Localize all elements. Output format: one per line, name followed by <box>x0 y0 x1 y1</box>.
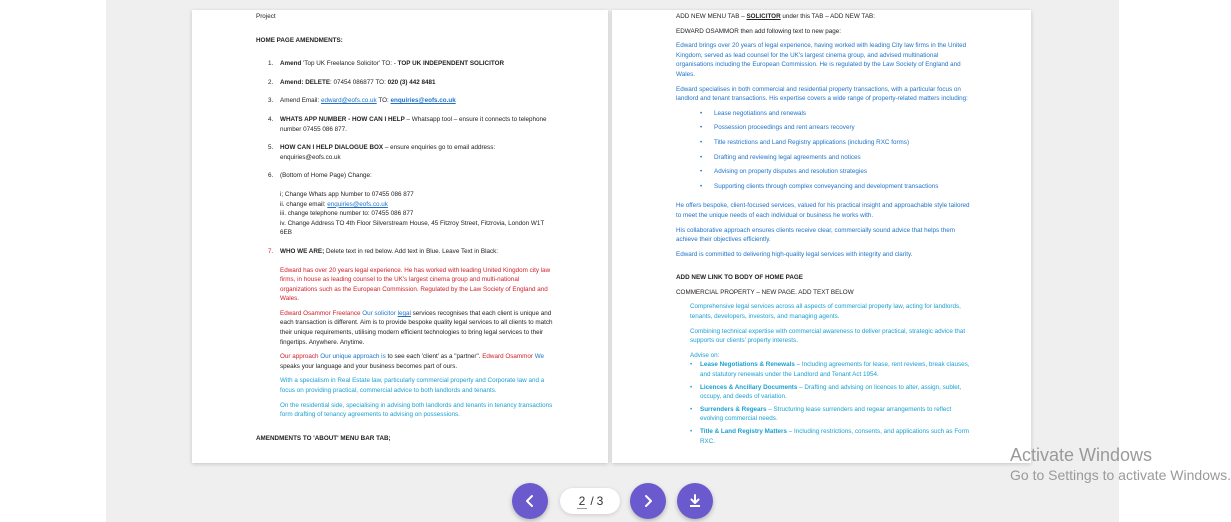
item-text: – Drafting and advising on licences to alter, assign, sublet, occupy, and deeds of variation. <box>700 383 962 401</box>
item-text: – Including agreements for lease, rent reviews, break clauses, and statutory renewals under the Landlord and Tenant Act 1954. <box>700 361 970 379</box>
left-page-content <box>256 12 556 443</box>
blue-text: Our solicitor <box>360 309 396 317</box>
item-text: – Including restrictions, consents, and applications such as Form RXC. <box>700 428 970 445</box>
item-bold: Amend <box>280 60 302 68</box>
paragraph: Edward specialises in both commercial and residential property transactions, with a particular focus on landlord and tenant transactions. His expertise covers a wide range of property-related matters including: <box>676 85 968 103</box>
item-bold: WHO WE ARE; <box>280 247 325 255</box>
item-bold: HOW CAN I HELP DIALOGUE BOX <box>280 144 384 152</box>
next-page-button[interactable] <box>630 483 666 519</box>
add-tab-line <box>676 12 976 22</box>
item-text: TO: <box>376 97 391 105</box>
commercial-property-line: COMMERCIAL PROPERTY – NEW PAGE. ADD TEXT BELOW <box>676 288 854 296</box>
about-heading: AMENDMENTS TO 'ABOUT' MENU BAR TAB; <box>256 434 391 442</box>
list-item <box>256 171 556 238</box>
document-page-left <box>192 10 608 463</box>
list-item <box>256 96 556 106</box>
item-text: – Whatsapp tool – ensure it connects to telephone number 07455 086 877. <box>280 115 547 133</box>
commercial-list <box>676 360 976 446</box>
item-bold: 020 (3) 442 8481 <box>387 78 436 86</box>
black-text: speaks your language and your business becomes part of ours. <box>280 362 458 370</box>
windows-activation-watermark <box>1010 444 1231 484</box>
download-button[interactable] <box>677 483 713 519</box>
item-bold: WHATS APP NUMBER - HOW CAN I HELP <box>280 115 405 123</box>
red-text: Edward Osammor Freelance <box>280 309 361 317</box>
item-bold: Surrenders & Regears <box>700 405 767 413</box>
solicitor-label: SOLICITOR <box>746 13 781 20</box>
watermark-subtitle: Go to Settings to activate Windows. <box>1010 467 1231 483</box>
item-text: iii. change telephone number to: 07455 086 877 <box>280 210 414 218</box>
list-item <box>256 59 556 69</box>
item-text: i; Change Whats app Number to 07455 086 877 <box>280 190 414 198</box>
item-text: – Structuring lease surrenders and regear arrangements to reflect evolving commercial needs. <box>700 405 952 423</box>
text: under this TAB – ADD NEW TAB: <box>780 13 875 20</box>
list-item: • Supporting clients through complex conveyancing and development transactions <box>700 182 976 192</box>
paragraph: Edward brings over 20 years of legal experience, having worked with leading City law firms in the United Kingdom, served as lead counsel for the UK's largest cinema group, and advised multinational organisations including the European Commission. He is regulated by the Law Society of England and Wales. <box>676 42 967 78</box>
right-page-content <box>676 12 976 449</box>
list-item <box>690 360 976 379</box>
list-item <box>256 78 556 88</box>
item-text: Amend Email: <box>280 97 321 105</box>
download-icon <box>688 494 702 508</box>
item-text: iv. Change Address TO 4th Floor Silverstream House, 45 Fitzroy Street, Fitzrovia, London W1T 6EB <box>280 219 545 237</box>
red-text: Edward Osammor <box>482 353 533 361</box>
who-we-are-section <box>256 266 556 420</box>
paragraph: Combining technical expertise with commercial awareness to deliver practical, strategic advice that supports our clients' property interests. <box>690 327 966 345</box>
paragraph <box>280 309 556 347</box>
item-text <box>280 200 556 210</box>
item-text: : 07454 086877 TO: <box>330 78 388 86</box>
home-page-heading: HOME PAGE AMENDMENTS: <box>256 36 343 44</box>
paragraph: On the residential side, specialising in advising both landlords and tenants in tenancy transactions form drafting of tenancy agreements to advising on possessions. <box>280 401 553 419</box>
item-number: 6. <box>268 172 274 180</box>
item-text: (Bottom of Home Page) Change: <box>280 172 372 180</box>
item-bold: TOP UK INDEPENDENT SOLICITOR <box>397 60 505 68</box>
item-number: 1. <box>268 60 274 68</box>
item-text: – ensure enquiries go to email address: enquiries@eofs.co.uk <box>280 144 496 161</box>
project-label: Project <box>256 13 276 20</box>
list-item: • Advising on property disputes and resolution strategies <box>700 167 976 177</box>
list-item: • Lease negotiations and renewals <box>700 109 976 119</box>
blue-text: Our unique approach is <box>318 353 386 361</box>
page-controls <box>0 483 1205 519</box>
paragraph: His collaborative approach ensures clients receive clear, commercially sound advice that helps them achieve their objectives efficiently. <box>676 226 955 244</box>
name-line: EDWARD OSAMMOR then add following text to new page: <box>676 27 841 35</box>
paragraph <box>280 352 556 371</box>
current-page-input[interactable]: 2 <box>578 493 586 508</box>
black-text: to see each 'client' as a "partner". <box>385 353 483 361</box>
paragraph: He offers bespoke, client-focused services, valued for his practical insight and approachable style tailored to meet the unique needs of each individual or business he works with. <box>676 202 970 219</box>
pdf-viewer <box>106 0 1119 522</box>
text: ADD NEW MENU TAB – <box>676 13 747 20</box>
item-text: Delete text in red below. Add text in Blue. Leave Text in Black: <box>324 247 499 255</box>
list-item <box>256 115 556 134</box>
list-item <box>256 143 556 162</box>
document-page-right <box>612 10 1031 463</box>
item-number: 3. <box>268 97 274 105</box>
paragraph: With a specialism in Real Estate law, particularly commercial property and Corporate law and a focus on providing practical, commercial advice to both landlords and tenants. <box>280 377 545 395</box>
item-number: 7. <box>268 247 274 255</box>
page-separator: / <box>590 494 594 508</box>
item-bold: Lease Negotiations & Renewals <box>700 361 795 369</box>
paragraph: Comprehensive legal services across all aspects of commercial property law, acting for landlords, tenants, developers, investors, and managing agents. <box>690 303 961 321</box>
red-text: Our approach <box>280 353 319 361</box>
paragraph: Edward is committed to delivering high-quality legal services with integrity and clarity. <box>676 250 913 258</box>
chevron-left-icon <box>523 494 537 508</box>
item-text: 'Top UK Freelance Solicitor' TO: - <box>301 60 398 68</box>
item-bold: Licences & Ancillary Documents <box>700 383 798 391</box>
link-heading: ADD NEW LINK TO BODY OF HOME PAGE <box>676 274 803 282</box>
email-link[interactable]: enquiries@eofs.co.uk <box>327 200 388 208</box>
item-bold: Amend: DELETE <box>280 78 331 86</box>
item-number: 5. <box>268 144 274 152</box>
legal-link[interactable]: legal <box>397 309 411 317</box>
list-item: • Drafting and reviewing legal agreements and notices <box>700 153 976 163</box>
total-pages: 3 <box>596 494 604 508</box>
advise-label: Advise on: <box>690 351 720 359</box>
item-number: 4. <box>268 115 274 123</box>
watermark-title: Activate Windows <box>1010 445 1153 465</box>
email-link[interactable]: edward@eofs.co.uk <box>320 97 377 105</box>
item-text: ii. change email: <box>280 200 328 208</box>
deleted-paragraph: Edward has over 20 years legal experience. He has worked with leading United Kingdom city law firms, in house as leading counsel to the UK's largest cinema group and multi-national organizations such as the European Commission. Regulated by the Law Society of England and Wales. <box>280 266 551 303</box>
previous-page-button[interactable] <box>512 483 548 519</box>
specialism-list <box>676 109 976 192</box>
list-item <box>256 247 556 257</box>
list-item: • Possession proceedings and rent arrears recovery <box>700 123 976 133</box>
item-number: 2. <box>268 78 274 86</box>
page-indicator <box>560 488 620 514</box>
black-text: services recognises that each client is unique and each transaction is different. Aim is to provide bespoke quality legal services to all clients to match their unique requirements, utilising modern efficient technologies to bring legal services to their fingertips. Anywhere. Anytime. <box>280 309 553 346</box>
item-bold: Title & Land Registry Matters <box>700 428 788 435</box>
list-item <box>690 405 976 424</box>
chevron-right-icon <box>641 494 655 508</box>
blue-text: We <box>532 353 545 361</box>
amendments-list <box>256 59 556 256</box>
email-link[interactable]: enquiries@eofs.co.uk <box>390 97 456 105</box>
list-item: • Title restrictions and Land Registry applications (including RXC forms) <box>700 138 976 148</box>
list-item <box>690 383 976 402</box>
list-item <box>690 427 976 446</box>
